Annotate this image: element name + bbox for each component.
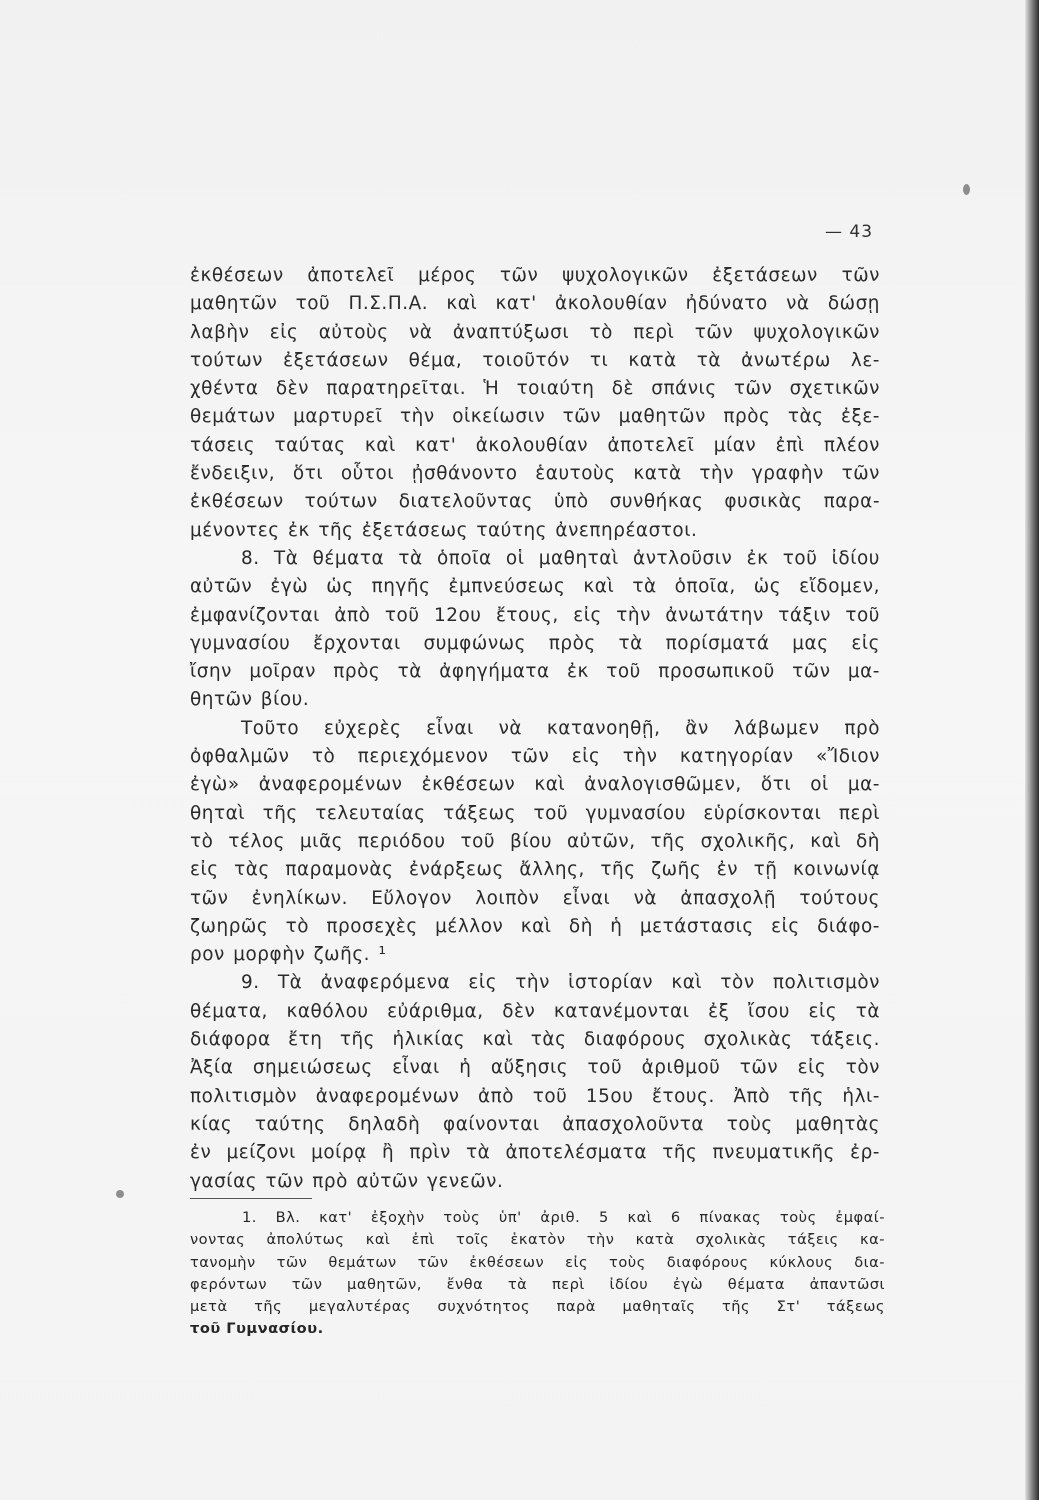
text-line: ἴσην μοῖραν πρὸς τὰ ἀφηγήματα ἐκ τοῦ προσωπικοῦ τῶν μα-: [190, 661, 880, 683]
scan-speck: [963, 184, 970, 195]
text-line: τῶν ἐνηλίκων. Εὔλογον λοιπὸν εἶναι νὰ ἀπασχολῇ τούτους: [190, 887, 880, 909]
footnote-line: τοῦ Γυμνασίου.: [190, 1320, 324, 1338]
text-line: κίας ταύτης δηλαδὴ φαίνονται ἀπασχολοῦντα τοὺς μαθητὰς: [190, 1113, 880, 1135]
footnote: [190, 1207, 885, 1341]
text-line: θηταὶ τῆς τελευταίας τάξεως τοῦ γυμνασίου εὑρίσκονται περὶ: [190, 802, 880, 824]
text-line: τάσεις ταύτας καὶ κατ' ἀκολουθίαν ἀποτελεῖ μίαν ἐπὶ πλέον: [190, 434, 880, 456]
text-line: διάφορα ἔτη τῆς ἡλικίας καὶ τὰς διαφόρους σχολικὰς τάξεις.: [190, 1029, 880, 1051]
body-text: [190, 262, 880, 1196]
text-line: λαβὴν εἰς αὐτοὺς νὰ ἀναπτύξωσι τὸ περὶ τῶν ψυχολογικῶν: [190, 321, 880, 343]
text-line: ἐν μείζονι μοίρᾳ ἢ πρὶν τὰ ἀποτελέσματα τῆς πνευματικῆς ἐρ-: [190, 1142, 880, 1164]
footnote-line: νοντας ἀπολύτως καὶ ἐπὶ τοῖς ἑκατὸν τὴν κατὰ σχολικὰς τάξεις κα-: [190, 1231, 885, 1249]
footnote-line: 1. Βλ. κατ' ἐξοχὴν τοὺς ὑπ' ἀριθ. 5 καὶ 6 πίνακας τοὺς ἐμφαί-: [242, 1209, 885, 1226]
text-line: ζωηρῶς τὸ προσεχὲς μέλλον καὶ δὴ ἡ μετάστασις εἰς διάφο-: [190, 915, 880, 937]
text-line: ἐκθέσεων ἀποτελεῖ μέρος τῶν ψυχολογικῶν ἐξετάσεων τῶν: [190, 265, 880, 286]
text-line: εἰς τὰς παραμονὰς ἐνάρξεως ἄλλης, τῆς ζωῆς ἐν τῇ κοινωνίᾳ: [190, 859, 880, 881]
footnote-separator: [190, 1198, 312, 1199]
page-edge-shadow: [1025, 0, 1039, 1500]
paragraph-9-start: 9. Τὰ ἀναφερόμενα εἰς τὴν ἱστορίαν καὶ τὸν πολιτισμὸν: [241, 972, 880, 994]
page-number: — 43: [825, 222, 874, 242]
text-line: μαθητῶν τοῦ Π.Σ.Π.Α. καὶ κατ' ἀκολουθίαν ἠδύνατο νὰ δώσῃ: [190, 293, 880, 315]
text-line: χθέντα δὲν παρατηρεῖται. Ἡ τοιαύτη δὲ σπάνις τῶν σχετικῶν: [190, 378, 880, 400]
footnote-line: μετὰ τῆς μεγαλυτέρας συχνότητος παρὰ μαθηταῖς τῆς Στ' τάξεως: [190, 1298, 885, 1316]
scan-speck: [116, 1190, 124, 1198]
text-line: αὐτῶν ἐγὼ ὡς πηγῆς ἐμπνεύσεως καὶ τὰ ὁποῖα, ὡς εἴδομεν,: [190, 576, 880, 598]
paragraph-8-start: 8. Τὰ θέματα τὰ ὁποῖα οἱ μαθηταὶ ἀντλοῦσιν ἐκ τοῦ ἰδίου: [241, 547, 880, 569]
text-line: ἐκθέσεων τούτων διατελοῦντας ὑπὸ συνθήκας φυσικὰς παρα-: [190, 491, 880, 513]
text-line: ρον μορφὴν ζωῆς. ¹: [190, 944, 387, 966]
footnote-line: φερόντων τῶν μαθητῶν, ἔνθα τὰ περὶ ἰδίου ἐγὼ θέματα ἀπαντῶσι: [190, 1275, 885, 1293]
text-line: ἔνδειξιν, ὅτι οὗτοι ᾐσθάνοντο ἑαυτοὺς κατὰ τὴν γραφὴν τῶν: [190, 463, 880, 485]
text-line: ὀφθαλμῶν τὸ περιεχόμενον τῶν εἰς τὴν κατηγορίαν «Ἴδιον: [190, 746, 880, 768]
text-line: θεμάτων μαρτυρεῖ τὴν οἰκείωσιν τῶν μαθητῶν πρὸς τὰς ἐξε-: [190, 406, 880, 428]
text-line: γυμνασίου ἔρχονται συμφώνως πρὸς τὰ πορίσματά μας εἰς: [190, 632, 880, 654]
text-line: ἐμφανίζονται ἀπὸ τοῦ 12ου ἔτους, εἰς τὴν ἀνωτάτην τάξιν τοῦ: [190, 604, 880, 626]
footnote-line: τανομὴν τῶν θεμάτων τῶν ἐκθέσεων εἰς τοὺς διαφόρους κύκλους δια-: [190, 1253, 885, 1271]
text-line: ἐγὼ» ἀναφερομένων ἐκθέσεων καὶ ἀναλογισθῶμεν, ὅτι οἱ μα-: [190, 774, 880, 796]
text-line: Ἀξία σημειώσεως εἶναι ἡ αὔξησις τοῦ ἀριθμοῦ τῶν εἰς τὸν: [190, 1057, 880, 1079]
text-line: πολιτισμὸν ἀναφερομένων ἀπὸ τοῦ 15ου ἔτους. Ἀπὸ τῆς ἡλι-: [190, 1085, 880, 1107]
paragraph-start: Τοῦτο εὐχερὲς εἶναι νὰ κατανοηθῇ, ἂν λάβωμεν πρὸ: [241, 717, 880, 739]
text-line: θητῶν βίου.: [190, 689, 310, 711]
text-line: γασίας τῶν πρὸ αὐτῶν γενεῶν.: [190, 1170, 504, 1192]
text-line: θέματα, καθόλου εὐάριθμα, δὲν κατανέμονται ἐξ ἴσου εἰς τὰ: [190, 1000, 880, 1022]
text-line: τὸ τέλος μιᾶς περιόδου τοῦ βίου αὐτῶν, τῆς σχολικῆς, καὶ δὴ: [190, 830, 880, 852]
text-line: τούτων ἐξετάσεων θέμα, τοιοῦτόν τι κατὰ τὰ ἀνωτέρω λε-: [190, 349, 880, 371]
text-line: μένοντες ἐκ τῆς ἐξετάσεως ταύτης ἀνεπηρέαστοι.: [190, 519, 698, 541]
